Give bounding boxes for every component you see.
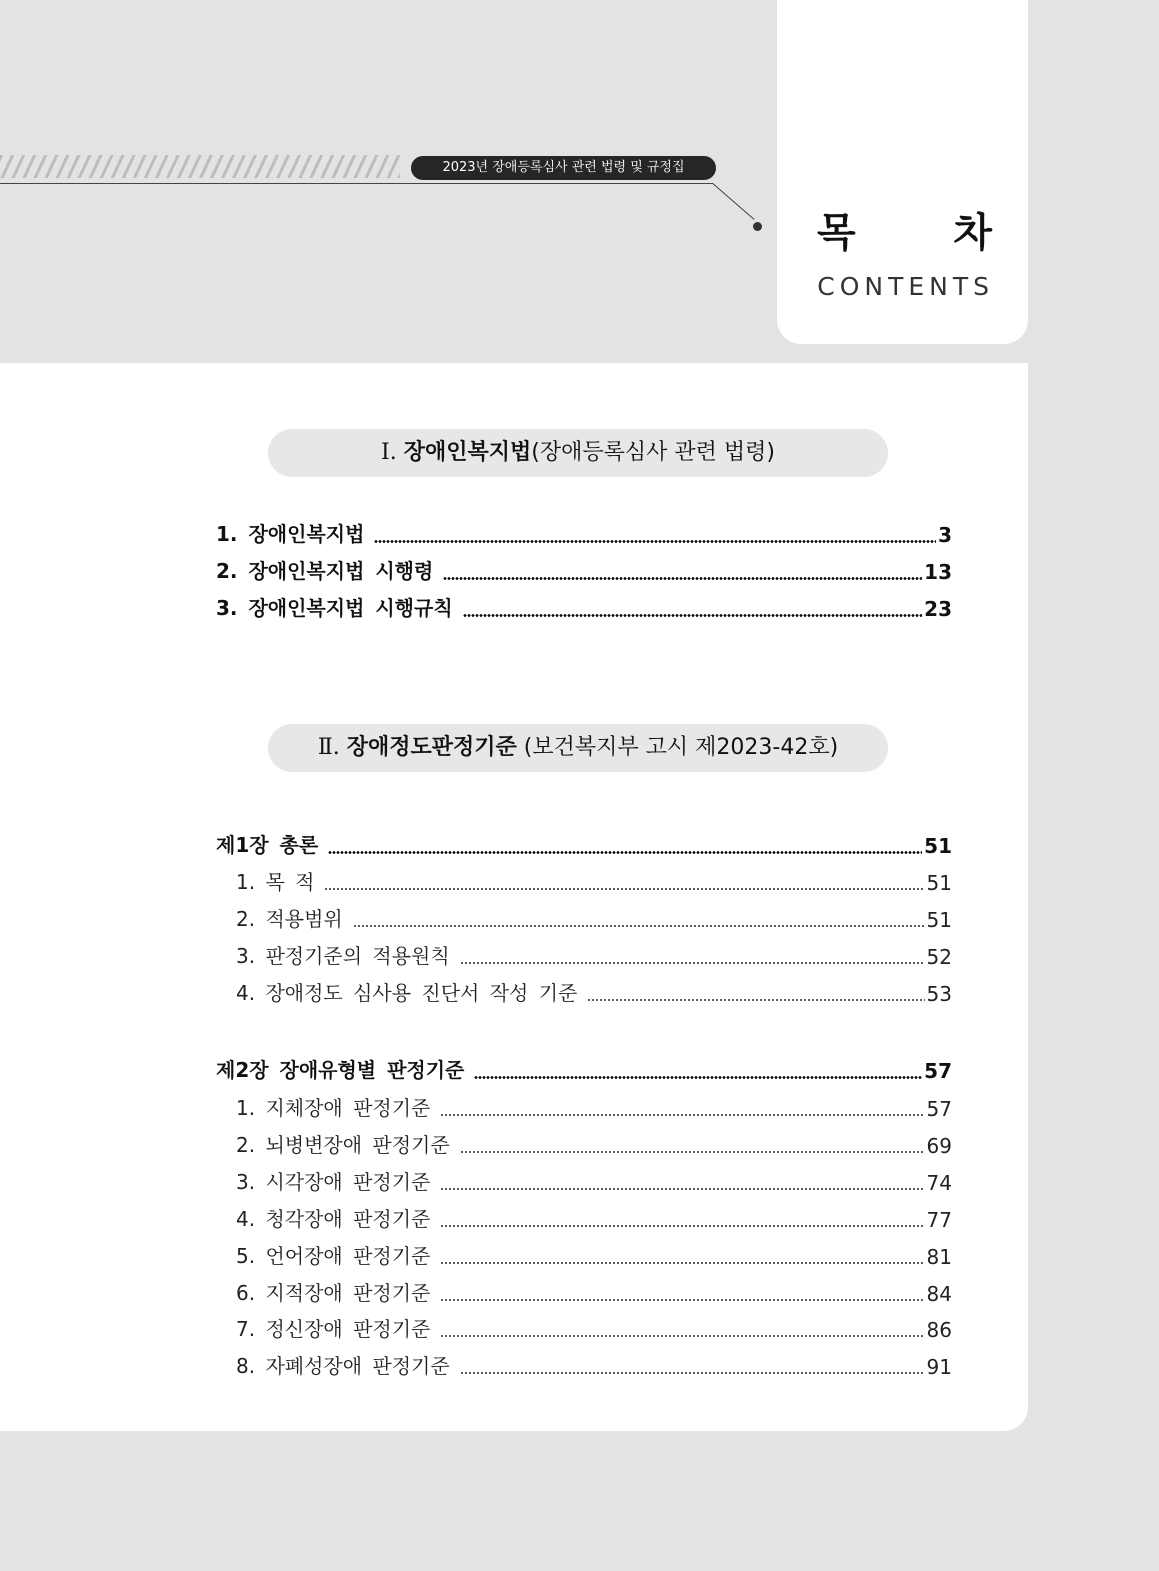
toc-entry[interactable]: [216, 556, 952, 592]
dot-leader: [353, 925, 925, 927]
toc-entry-page: 51: [926, 908, 952, 932]
toc-entry-label: 6. 지적장애 판정기준: [236, 1281, 431, 1305]
dot-leader: [443, 577, 922, 580]
toc-entry-label: 1. 지체장애 판정기준: [236, 1096, 431, 1120]
toc-entry[interactable]: [236, 1093, 952, 1129]
dot-leader: [587, 999, 924, 1001]
toc-entry-page: 51: [926, 871, 952, 895]
toc-entry[interactable]: [236, 1130, 952, 1166]
chapter-page: 51: [924, 834, 952, 858]
toc-entry-page: 13: [924, 560, 952, 584]
dot-leader: [460, 1151, 925, 1153]
toc-entry-label: 3. 판정기준의 적용원칙: [236, 944, 450, 968]
connector-dot: [753, 222, 762, 231]
toc-entry-page: 52: [926, 945, 952, 969]
toc-entry-page: 74: [926, 1171, 952, 1195]
chapter-label: 제2장 장애유형별 판정기준: [216, 1058, 465, 1082]
header-connector-line: [712, 183, 754, 220]
header-rule-line: [0, 183, 713, 184]
toc-entry-page: 86: [926, 1318, 952, 1342]
dot-leader: [474, 1076, 922, 1079]
toc-entry[interactable]: [236, 1167, 952, 1203]
toc-entry-label: 7. 정신장애 판정기준: [236, 1317, 431, 1341]
dot-leader: [440, 1299, 924, 1301]
dot-leader: [328, 851, 922, 854]
chapter-entry[interactable]: [216, 830, 952, 866]
section-2-title-bold: 장애정도판정기준: [346, 735, 517, 760]
toc-entry-label: 5. 언어장애 판정기준: [236, 1244, 431, 1268]
toc-entry[interactable]: [216, 519, 952, 555]
toc-entry-label: 2. 장애인복지법 시행령: [216, 559, 434, 583]
toc-entry-page: 57: [926, 1097, 952, 1121]
toc-entry[interactable]: [236, 941, 952, 977]
toc-entry-label: 8. 자폐성장애 판정기준: [236, 1354, 450, 1378]
dot-leader: [440, 1262, 924, 1264]
toc-entry-page: 23: [924, 597, 952, 621]
toc-entry-page: 81: [926, 1245, 952, 1269]
toc-entry[interactable]: [236, 1278, 952, 1314]
section-1-title-rest: (장애등록심사 관련 법령): [531, 440, 775, 465]
dot-leader: [463, 614, 923, 617]
dot-leader: [374, 540, 936, 543]
contents-subtitle: CONTENTS: [817, 272, 994, 301]
chapter-label: 제1장 총론: [216, 833, 319, 857]
contents-title: [817, 206, 992, 260]
section-2-roman: Ⅱ.: [317, 735, 340, 760]
contents-title-left: 목: [817, 210, 856, 256]
toc-entry-page: 77: [926, 1208, 952, 1232]
toc-entry-page: 91: [926, 1355, 952, 1379]
chapter-entry[interactable]: [216, 1055, 952, 1091]
toc-entry-page: 53: [926, 982, 952, 1006]
toc-entry-label: 1. 목 적: [236, 870, 315, 894]
toc-entry-label: 2. 뇌병변장애 판정기준: [236, 1133, 450, 1157]
toc-entry[interactable]: [236, 904, 952, 940]
section-2-title-rest: (보건복지부 고시 제2023-42호): [516, 735, 839, 760]
toc-entry-label: 4. 장애정도 심사용 진단서 작성 기준: [236, 981, 578, 1005]
toc-entry-label: 3. 시각장애 판정기준: [236, 1170, 431, 1194]
toc-entry[interactable]: [216, 593, 952, 629]
toc-entry[interactable]: [236, 1351, 952, 1387]
section-1-title-bold: 장애인복지법: [403, 440, 532, 465]
toc-entry-page: 84: [926, 1282, 952, 1306]
book-title-badge: 2023년 장애등록심사 관련 법령 및 규정집: [411, 156, 716, 180]
toc-entry[interactable]: [236, 1314, 952, 1350]
dot-leader: [460, 1372, 925, 1374]
toc-entry-label: 2. 적용범위: [236, 907, 343, 931]
toc-entry-label: 3. 장애인복지법 시행규칙: [216, 596, 453, 620]
toc-entry-label: 4. 청각장애 판정기준: [236, 1207, 431, 1231]
decorative-hatch-band: [0, 155, 400, 178]
dot-leader: [460, 962, 925, 964]
section-2-heading: [268, 724, 888, 772]
toc-entry[interactable]: [236, 978, 952, 1014]
dot-leader: [440, 1114, 924, 1116]
toc-entry-page: 3: [938, 523, 952, 547]
section-1-roman: Ⅰ.: [381, 440, 397, 465]
dot-leader: [440, 1225, 924, 1227]
section-1-heading: [268, 429, 888, 477]
toc-entry-label: 1. 장애인복지법: [216, 522, 365, 546]
toc-entry-page: 69: [926, 1134, 952, 1158]
dot-leader: [324, 888, 924, 890]
chapter-page: 57: [924, 1059, 952, 1083]
dot-leader: [440, 1335, 924, 1337]
toc-entry[interactable]: [236, 1204, 952, 1240]
toc-entry[interactable]: [236, 867, 952, 903]
dot-leader: [440, 1188, 924, 1190]
contents-title-right: 차: [953, 210, 992, 256]
contents-tab: [777, 0, 1028, 344]
toc-entry[interactable]: [236, 1241, 952, 1277]
